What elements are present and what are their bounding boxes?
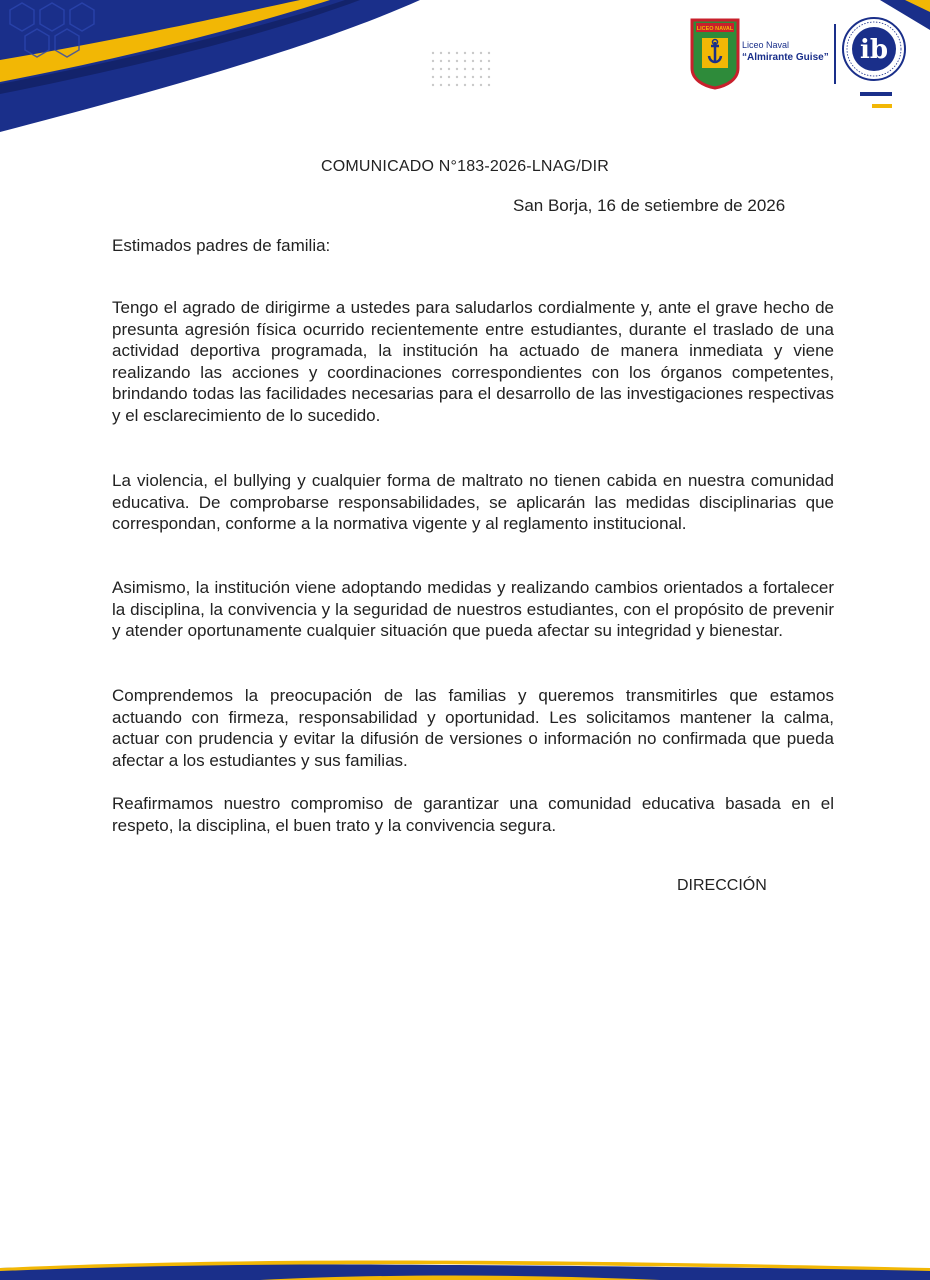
ib-world-school-icon (843, 18, 905, 80)
school-name-top: Liceo Naval (742, 40, 790, 50)
document-title: COMUNICADO N°183-2026-LNAG/DIR (320, 158, 610, 175)
school-name-bottom: “Almirante Guise” (742, 52, 829, 63)
dot-pattern (430, 50, 492, 90)
salutation: Estimados padres de familia: (112, 236, 331, 255)
paragraph-4: Comprendemos la preocupación de las familias y queremos transmitirles que estamos actuando con firmeza, responsabilidad y oportunidad. Les solicitamos mantener la calma, actuar con prudencia y evitar la difusión de versiones o información no confirmada que pueda afectar a los estudiantes y sus familias. (112, 686, 834, 770)
school-crest-icon (692, 20, 738, 88)
paragraph-5: Reafirmamos nuestro compromiso de garantizar una comunidad educativa basada en el respeto, la disciplina, el buen trato y la convivencia segura. (112, 794, 834, 835)
svg-text:LICEO NAVAL: LICEO NAVAL (696, 26, 734, 32)
paragraph-2: La violencia, el bullying y cualquier forma de maltrato no tienen cabida en nuestra comunidad educativa. De comprobarse responsabilidades, se aplicarán las medidas disciplinarias que correspondan, conforme a la normativa vigente y al reglamento institucional. (112, 471, 834, 534)
paragraph-1: Tengo el agrado de dirigirme a ustedes para saludarlos cordialmente y, ante el grave hecho de presunta agresión física ocurrido recientemente entre estudiantes, durante el traslado de una actividad deportiva programada, la institución ha actuado de manera inmediata y viene realizando las acciones y coordinaciones correspondientes con los órganos competentes, brindando todas las facilidades necesarias para el desarrollo de las investigaciones respectivas y el esclarecimiento de lo sucedido. (112, 298, 834, 425)
svg-text:ib: ib (859, 35, 889, 65)
school-logos (688, 16, 924, 116)
paragraph-3: Asimismo, la institución viene adoptando medidas y realizando cambios orientados a fortalecer la disciplina, la convivencia y la seguridad de nuestros estudiantes, con el propósito de prevenir y atender oportunamente cualquier situación que pueda afectar su integridad y bienestar. (112, 578, 834, 641)
footer-banner (0, 1240, 930, 1280)
document-date: San Borja, 16 de setiembre de 2026 (513, 196, 786, 215)
signature: DIRECCIÓN (677, 877, 767, 894)
